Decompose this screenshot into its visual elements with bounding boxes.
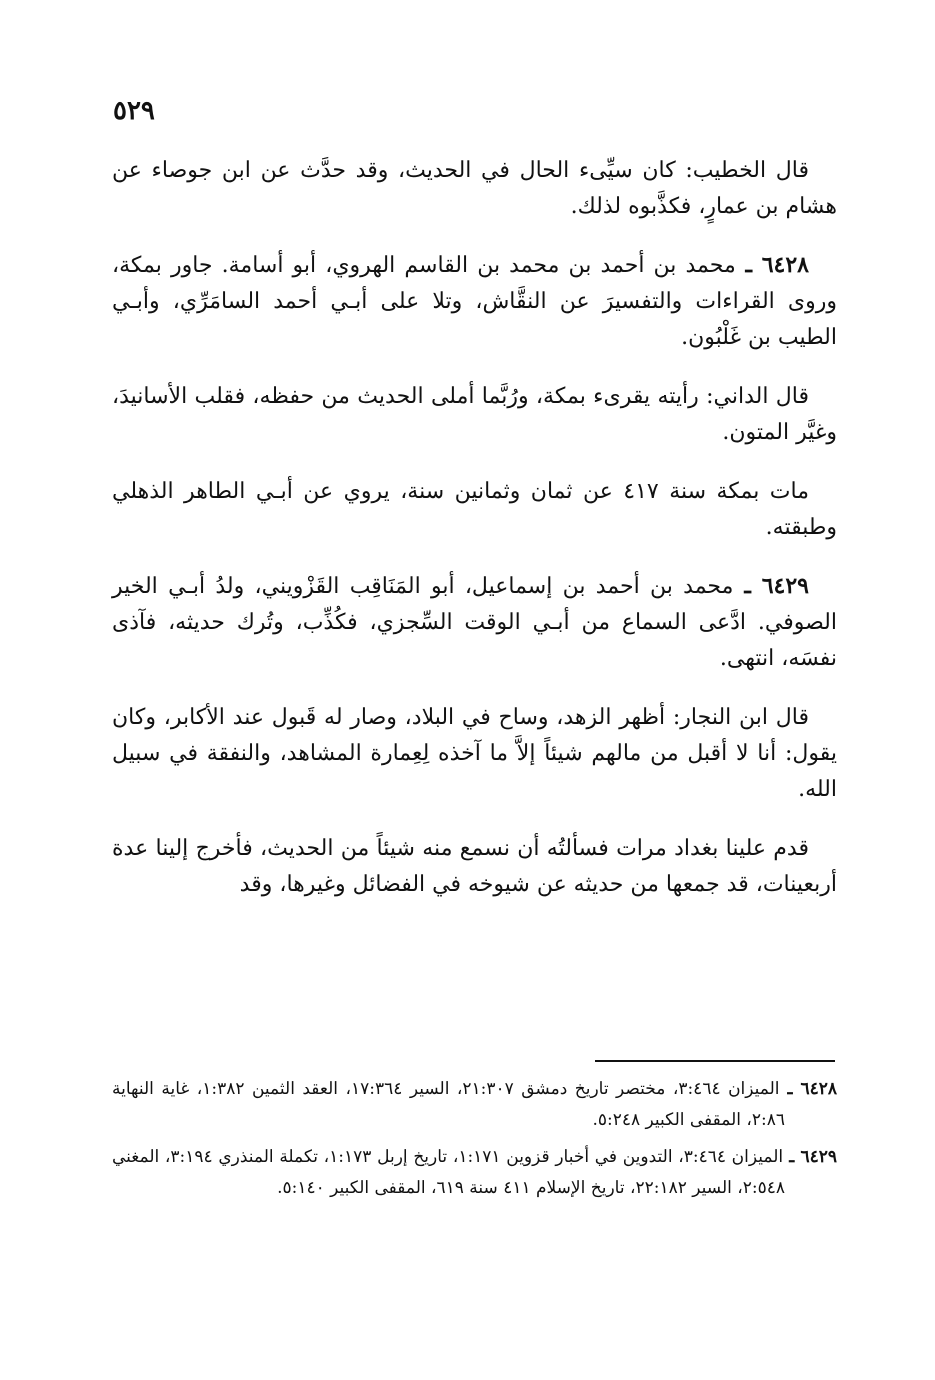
entry-number: ٦٤٢٩ ـ xyxy=(733,573,809,599)
entry-number: ٦٤٢٨ ـ xyxy=(735,252,809,278)
paragraph-text: قدم علينا بغداد مرات فسألتُه أن نسمع منه شيئاً من الحديث، فأخرج إلينا عدة أربعينات، قد جمعها من حديثه عن شيوخه في الفضائل وغيرها، وقد xyxy=(112,836,837,897)
paragraph-text: قال الخطيب: كان سيِّىء الحال في الحديث، وقد حدَّث عن ابن جوصاء عن هشام بن عمارٍ، فكذَّبوه لذلك. xyxy=(112,158,837,219)
footnote xyxy=(112,1074,837,1136)
footnote-text: الميزان ٣:٤٦٤، التدوين في أخبار قزوين ١:١٧١، تاريخ إربل ١:١٧٣، تكملة المنذري ٣:١٩٤، المغني ٢:٥٤٨، السير ٢٢:١٨٢، تاريخ الإسلام ٤١١ سنة ٦١٩، المقفى الكبير ٥:١٤٠. xyxy=(112,1147,785,1198)
paragraph xyxy=(112,568,837,677)
footnote-divider xyxy=(595,1060,835,1062)
footnote-number: ٦٤٢٨ ـ xyxy=(779,1079,837,1099)
paragraph xyxy=(112,247,837,356)
paragraph-text: محمد بن أحمد بن محمد بن القاسم الهروي، أبو أسامة. جاور بمكة، وروى القراءات والتفسيرَ عن النقَّاش، وتلا على أبـي أحمد السامَرِّي، وأبـي الطيب بن غَلْبُون. xyxy=(112,253,837,350)
paragraph xyxy=(112,473,837,546)
paragraph-text: محمد بن أحمد بن إسماعيل، أبو المَنَاقِب القَزْويني، ولدُ أبـي الخير الصوفي. ادَّعى السماع من أبـي الوقت السِّجزي، فكُذِّب، وتُرك حديثه، فآذى نفسَه، انتهى. xyxy=(112,574,837,671)
footnotes xyxy=(112,1074,837,1210)
footnote-number: ٦٤٢٩ ـ xyxy=(783,1147,837,1167)
main-text xyxy=(112,152,837,925)
paragraph-text: قال ابن النجار: أظهر الزهد، وساح في البلاد، وصار له قَبول عند الأكابر، وكان يقول: أنا لا أقبل من مالهم شيئاً إلاَّ ما آخذه لِعِمارة المشاهد، والنفقة في سبيل الله. xyxy=(112,705,837,802)
paragraph xyxy=(112,152,837,225)
paragraph xyxy=(112,830,837,903)
paragraph-text: قال الداني: رأيته يقرىء بمكة، ورُبَّما أملى الحديث من حفظه، فقلب الأسانيدَ، وغيَّر المتون. xyxy=(112,384,837,445)
footnote-text: الميزان ٣:٤٦٤، مختصر تاريخ دمشق ٢١:٣٠٧، السير ١٧:٣٦٤، العقد الثمين ١:٣٨٢، غاية النهاية ٢:٨٦، المقفى الكبير ٥:٢٤٨. xyxy=(112,1079,785,1130)
paragraph xyxy=(112,699,837,808)
paragraph xyxy=(112,378,837,451)
page-number: ٥٢٩ xyxy=(113,96,155,126)
paragraph-text: مات بمكة سنة ٤١٧ عن ثمان وثمانين سنة، يروي عن أبـي الطاهر الذهلي وطبقته. xyxy=(112,479,837,540)
footnote xyxy=(112,1142,837,1204)
